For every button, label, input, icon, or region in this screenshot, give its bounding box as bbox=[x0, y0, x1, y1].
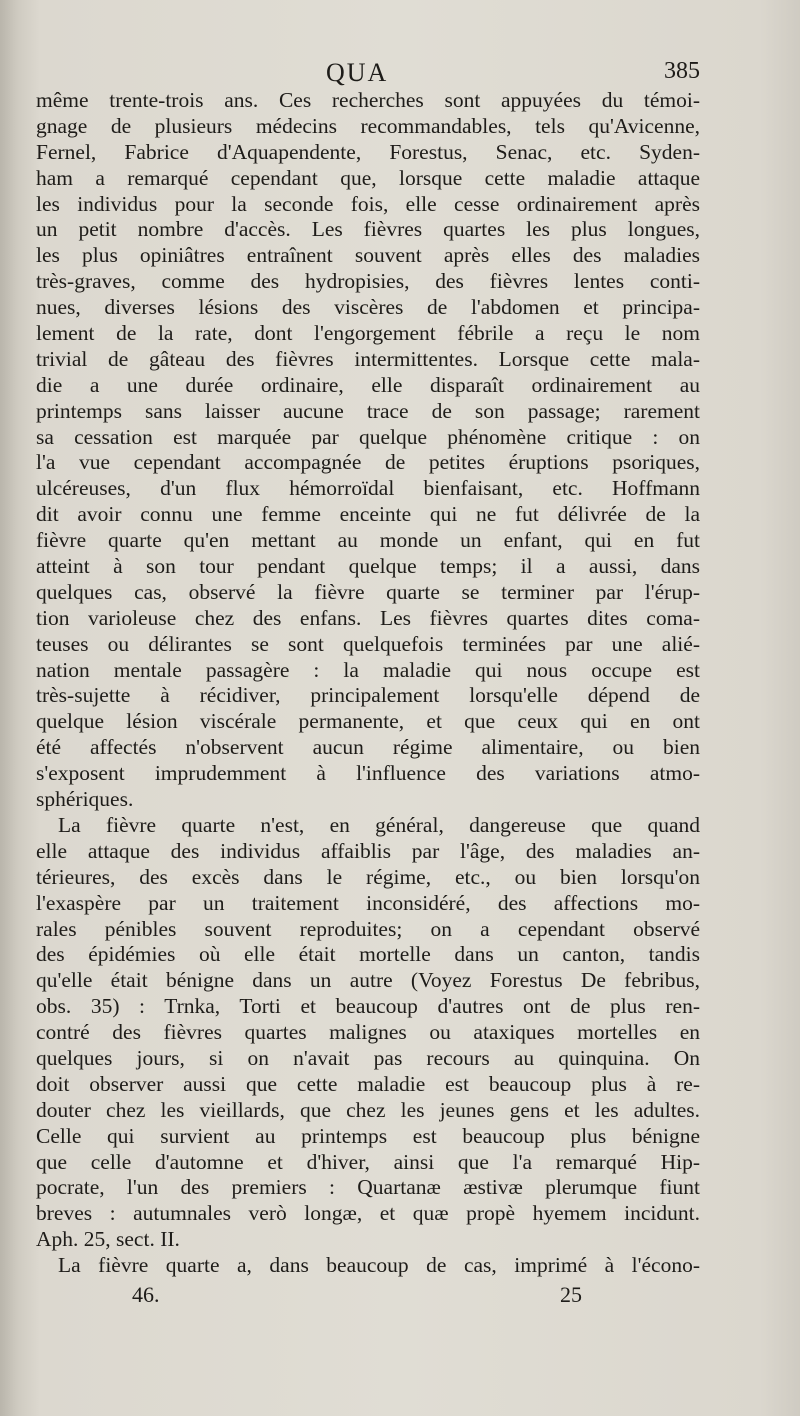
page-number: 385 bbox=[664, 58, 700, 84]
text-line: rales pénibles souvent reproduites; on a cependant observé bbox=[36, 916, 700, 941]
text-line: les plus opiniâtres entraînent souvent après elles des maladies bbox=[36, 243, 700, 268]
text-line: même trente-trois ans. Ces recherches sont appuyées du témoi- bbox=[36, 88, 700, 112]
text-line: pocrate, l'un des premiers : Quartanæ æstivæ plerumque fiunt bbox=[36, 1175, 700, 1200]
text-line: die a une durée ordinaire, elle disparaît ordinairement au bbox=[36, 372, 700, 397]
text-line: La fièvre quarte n'est, en général, dangereuse que quand bbox=[58, 812, 700, 837]
text-line: ulcéreuses, d'un flux hémorroïdal bienfaisant, etc. Hoffmann bbox=[36, 476, 700, 501]
text-line: très-graves, comme des hydropisies, des fièvres lentes conti- bbox=[36, 269, 700, 294]
text-line: nation mentale passagère : la maladie qui nous occupe est bbox=[36, 657, 700, 682]
text-line: trivial de gâteau des fièvres intermittentes. Lorsque cette mala- bbox=[36, 346, 700, 371]
text-line: térieures, des excès dans le régime, etc., ou bien lorsqu'on bbox=[36, 864, 700, 889]
text-line: atteint à son tour pendant quelque temps; il a aussi, dans bbox=[36, 554, 700, 579]
text-line: quelques cas, observé la fièvre quarte se terminer par l'érup- bbox=[36, 579, 700, 604]
text-line: ham a remarqué cependant que, lorsque cette maladie attaque bbox=[36, 165, 700, 190]
text-line: que celle d'automne et d'hiver, ainsi que l'a remarqué Hip- bbox=[36, 1149, 700, 1174]
text-line: Fernel, Fabrice d'Aquapendente, Forestus, Senac, etc. Syden- bbox=[36, 139, 700, 164]
text-line: douter chez les vieillards, que chez les jeunes gens et les adultes. bbox=[36, 1097, 700, 1122]
text-line: Celle qui survient au printemps est beaucoup plus bénigne bbox=[36, 1123, 700, 1148]
text-line: printemps sans laisser aucune trace de son passage; rarement bbox=[36, 398, 700, 423]
sheet-mark: 25 bbox=[560, 1282, 582, 1307]
signature-mark: 46. bbox=[132, 1282, 160, 1307]
text-line: nues, diverses lésions des viscères de l'abdomen et principa- bbox=[36, 295, 700, 320]
text-line: obs. 35) : Trnka, Torti et beaucoup d'autres ont de plus ren- bbox=[36, 994, 700, 1019]
text-line: lement de la rate, dont l'engorgement fébrile a reçu le nom bbox=[36, 321, 700, 346]
text-line: quelque lésion viscérale permanente, et que ceux qui en ont bbox=[36, 709, 700, 734]
text-line: quelques jours, si on n'avait pas recours au quinquina. On bbox=[36, 1045, 700, 1070]
text-line: sphériques. bbox=[36, 787, 134, 812]
body-text bbox=[36, 88, 700, 1279]
page-header bbox=[36, 52, 700, 92]
text-line: très-sujette à récidiver, principalement lorsqu'elle dépend de bbox=[36, 683, 700, 708]
text-line: l'a vue cependant accompagnée de petites éruptions psoriques, bbox=[36, 450, 700, 475]
text-line: qu'elle était bénigne dans un autre (Voyez Forestus De febribus, bbox=[36, 968, 700, 993]
text-line: s'exposent imprudemment à l'influence des variations atmo- bbox=[36, 761, 700, 786]
running-title: QUA bbox=[326, 58, 389, 87]
text-line: contré des fièvres quartes malignes ou ataxiques mortelles en bbox=[36, 1020, 700, 1045]
text-line: doit observer aussi que cette maladie est beaucoup plus à re- bbox=[36, 1071, 700, 1096]
text-line: été affectés n'observent aucun régime alimentaire, ou bien bbox=[36, 735, 700, 760]
text-line: La fièvre quarte a, dans beaucoup de cas, imprimé à l'écono- bbox=[58, 1253, 700, 1278]
page-footer bbox=[36, 1282, 700, 1312]
text-line: tion varioleuse chez des enfans. Les fièvres quartes dites coma- bbox=[36, 605, 700, 630]
text-line: un petit nombre d'accès. Les fièvres quartes les plus longues, bbox=[36, 217, 700, 242]
text-line: fièvre quarte qu'en mettant au monde un enfant, qui en fut bbox=[36, 528, 700, 553]
text-line: gnage de plusieurs médecins recommandables, tels qu'Avicenne, bbox=[36, 113, 700, 138]
text-line: l'exaspère par un traitement inconsidéré, des affections mo- bbox=[36, 890, 700, 915]
text-line: sa cessation est marquée par quelque phénomène critique : on bbox=[36, 424, 700, 449]
text-line: dit avoir connu une femme enceinte qui ne fut délivrée de la bbox=[36, 502, 700, 527]
text-line: elle attaque des individus affaiblis par l'âge, des maladies an- bbox=[36, 838, 700, 863]
text-line: les individus pour la seconde fois, elle cesse ordinairement après bbox=[36, 191, 700, 216]
text-line: teuses ou délirantes se sont quelquefois terminées par une alié- bbox=[36, 631, 700, 656]
text-line: des épidémies où elle était mortelle dans un canton, tandis bbox=[36, 942, 700, 967]
text-line: Aph. 25, sect. II. bbox=[36, 1227, 180, 1252]
text-line: breves : autumnales verò longæ, et quæ propè hyemem incidunt. bbox=[36, 1201, 700, 1226]
